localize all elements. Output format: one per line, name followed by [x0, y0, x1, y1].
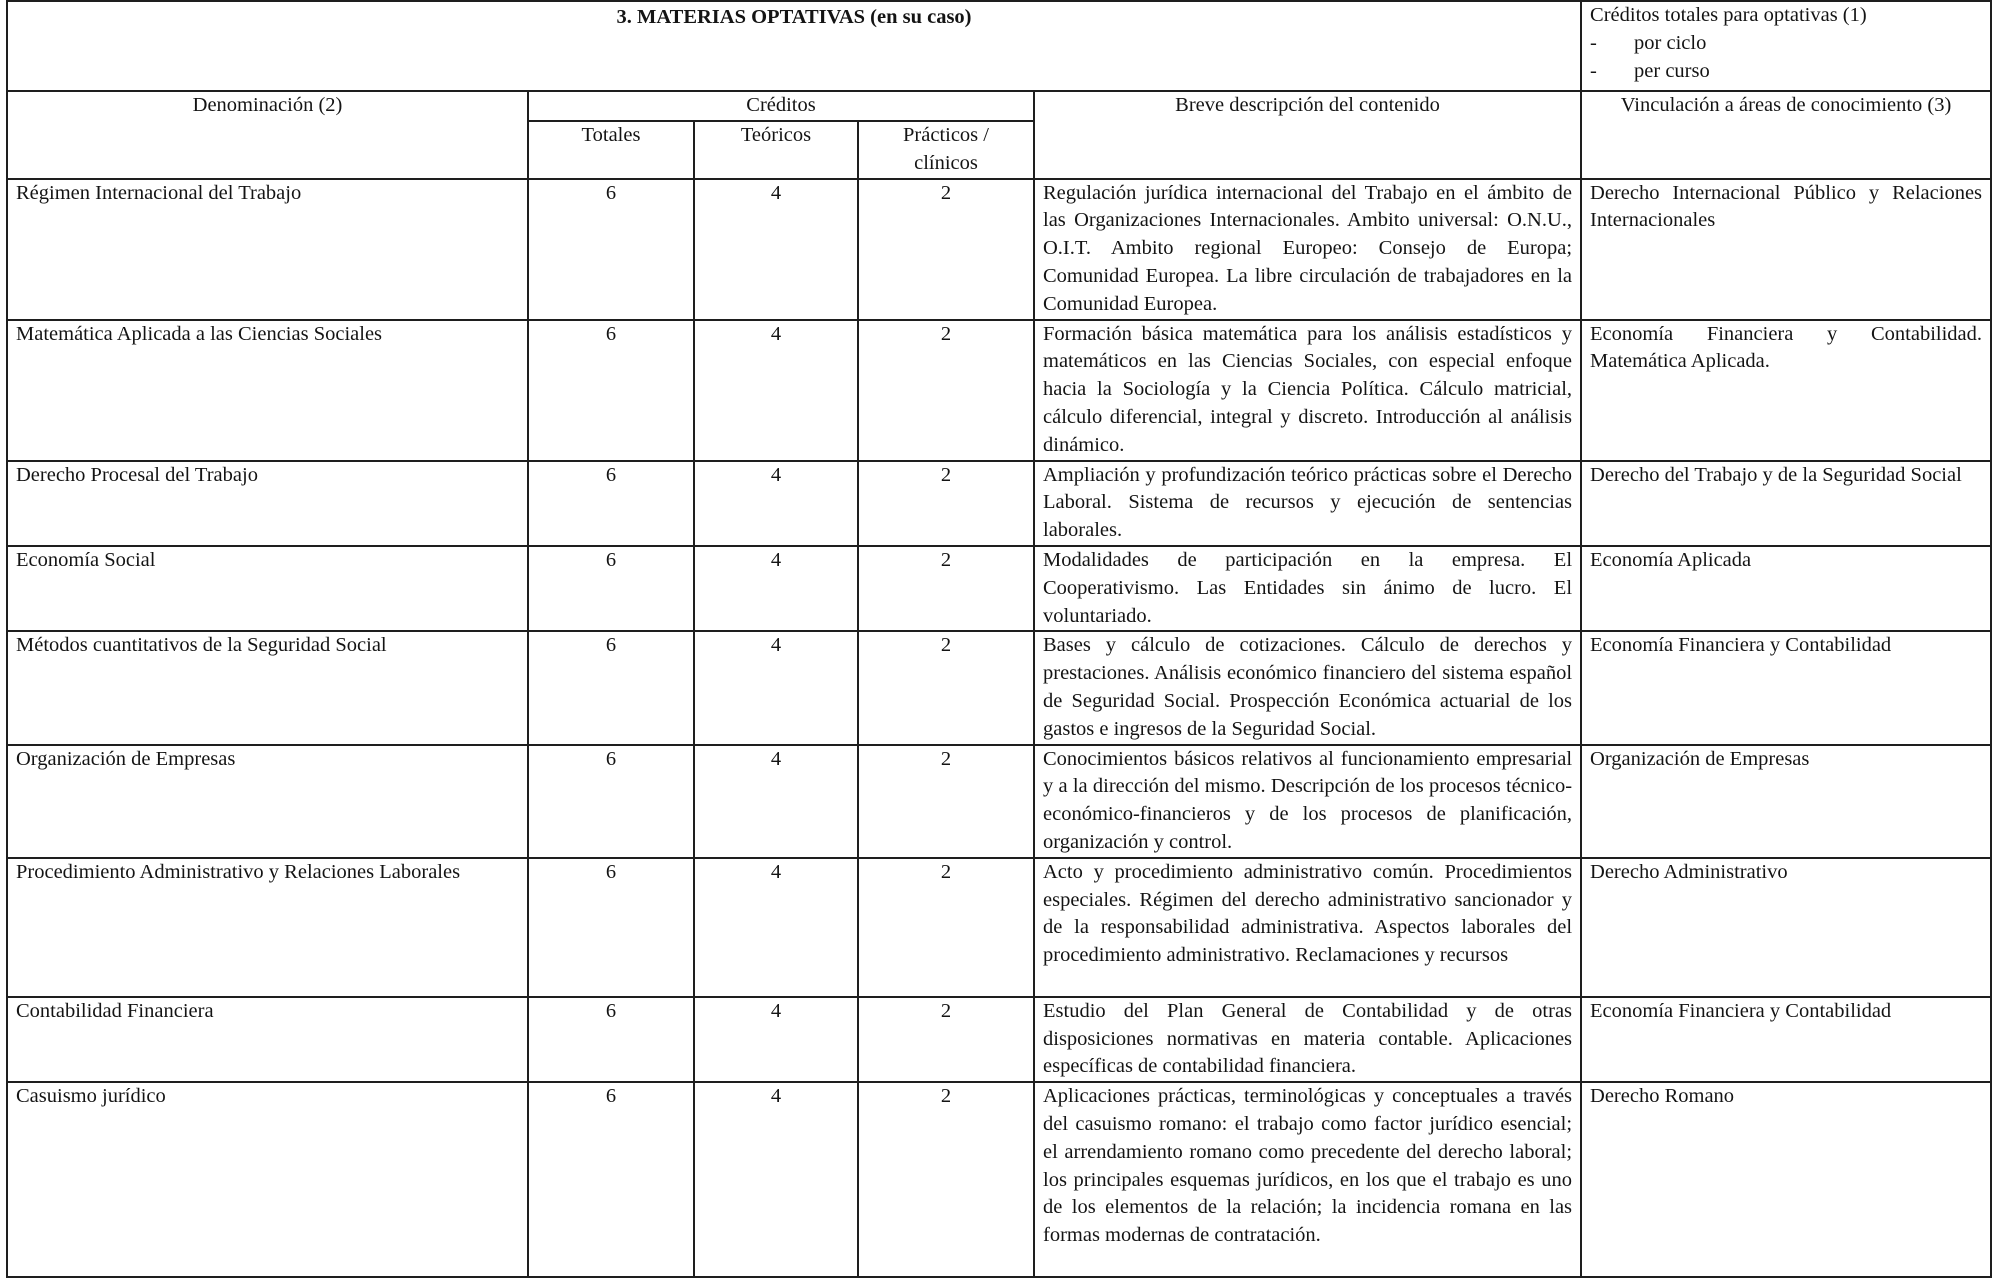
header-vinculacion: Vinculación a áreas de conocimiento (3): [1581, 91, 1991, 179]
credits-total-item: - per curso: [1590, 59, 1710, 82]
subject-description: Estudio del Plan General de Contabilidad y de otras disposiciones normativas en materia contable. Aplicaciones específicas de contabilidad financiera.: [1034, 997, 1581, 1082]
header-teoricos: Teóricos: [694, 121, 858, 179]
subject-description: Aplicaciones prácticas, terminológicas y conceptuales a través del casuismo romano: el trabajo como factor jurídico esencial; el arrendamiento romano como precedente del derecho laboral; los principales esquemas jurídicos, en los que el trabajo es uno de los elementos de la relación; la incidencia romana en las formas modernas de contratación.: [1034, 1082, 1581, 1277]
credits-totales: 6: [528, 461, 694, 546]
credits-practicos: 2: [858, 1082, 1034, 1277]
subject-description: Acto y procedimiento administrativo común. Procedimientos especiales. Régimen del derecho administrativo sancionador y de la responsabilidad administrativa. Aspectos laborales del procedimiento administrativo. Reclamaciones y recursos: [1034, 858, 1581, 997]
table-row: [7, 320, 1991, 461]
credits-totales: 6: [528, 179, 694, 320]
credits-teoricos: 4: [694, 461, 858, 546]
subject-name: Matemática Aplicada a las Ciencias Sociales: [7, 320, 528, 461]
credits-teoricos: 4: [694, 858, 858, 997]
section-title: 3. MATERIAS OPTATIVAS (en su caso): [7, 1, 1581, 91]
credits-practicos: 2: [858, 179, 1034, 320]
subject-name: Economía Social: [7, 546, 528, 631]
credits-practicos: 2: [858, 461, 1034, 546]
knowledge-area: Derecho Romano: [1581, 1082, 1991, 1277]
credits-totales: 6: [528, 858, 694, 997]
subject-name: Casuismo jurídico: [7, 1082, 528, 1277]
subject-name: Métodos cuantitativos de la Seguridad Social: [7, 631, 528, 744]
subject-description: Regulación jurídica internacional del Trabajo en el ámbito de las Organizaciones Internacionales. Ambito universal: O.N.U., O.I.T. Ambito regional Europeo: Consejo de Europa; Comunidad Europea. La libre circulación de trabajadores en la Comunidad Europea.: [1034, 179, 1581, 320]
credits-teoricos: 4: [694, 320, 858, 461]
credits-totales: 6: [528, 1082, 694, 1277]
table-row: [7, 745, 1991, 858]
credits-totales: 6: [528, 745, 694, 858]
credits-totales: 6: [528, 631, 694, 744]
subject-description: Modalidades de participación en la empresa. El Cooperativismo. Las Entidades sin ánimo de lucro. El voluntariado.: [1034, 546, 1581, 631]
credits-practicos: 2: [858, 320, 1034, 461]
credits-practicos: 2: [858, 745, 1034, 858]
subject-description: Bases y cálculo de cotizaciones. Cálculo de derechos y prestaciones. Análisis económico financiero del sistema español de Seguridad Social. Prospección Económica actuarial de los gastos e ingresos de la Seguridad Social.: [1034, 631, 1581, 744]
credits-total-box: [1581, 1, 1991, 91]
credits-teoricos: 4: [694, 546, 858, 631]
table-row: [7, 461, 1991, 546]
optional-subjects-table-page: [6, 0, 1990, 1266]
credits-totales: 6: [528, 546, 694, 631]
header-creditos: Créditos: [528, 91, 1034, 121]
knowledge-area: Economía Financiera y Contabilidad. Matemática Aplicada.: [1581, 320, 1991, 461]
credits-practicos: 2: [858, 997, 1034, 1082]
subject-name: Organización de Empresas: [7, 745, 528, 858]
subject-name: Procedimiento Administrativo y Relaciones Laborales: [7, 858, 528, 997]
subject-description: Conocimientos básicos relativos al funcionamiento empresarial y a la dirección del mismo. Descripción de los procesos técnico-económico-financieros y de los procesos de planificación, organización y control.: [1034, 745, 1581, 858]
subject-name: Contabilidad Financiera: [7, 997, 528, 1082]
knowledge-area: Derecho Internacional Público y Relaciones Internacionales: [1581, 179, 1991, 320]
table-row: [7, 858, 1991, 997]
title-row: [7, 1, 1991, 91]
credits-totales: 6: [528, 997, 694, 1082]
credits-teoricos: 4: [694, 1082, 858, 1277]
optional-subjects-table: [6, 0, 1992, 1278]
subject-name: Derecho Procesal del Trabajo: [7, 461, 528, 546]
table-row: [7, 546, 1991, 631]
header-descripcion: Breve descripción del contenido: [1034, 91, 1581, 179]
knowledge-area: Derecho Administrativo: [1581, 858, 1991, 997]
credits-practicos: 2: [858, 546, 1034, 631]
header-denominacion: Denominación (2): [7, 91, 528, 179]
header-practicos: Prácticos / clínicos: [858, 121, 1034, 179]
credits-practicos: 2: [858, 858, 1034, 997]
credits-teoricos: 4: [694, 179, 858, 320]
header-row: [7, 91, 1991, 121]
subject-name: Régimen Internacional del Trabajo: [7, 179, 528, 320]
table-row: [7, 997, 1991, 1082]
knowledge-area: Economía Financiera y Contabilidad: [1581, 631, 1991, 744]
table-row: [7, 1082, 1991, 1277]
knowledge-area: Economía Financiera y Contabilidad: [1581, 997, 1991, 1082]
credits-teoricos: 4: [694, 745, 858, 858]
credits-totales: 6: [528, 320, 694, 461]
knowledge-area: Derecho del Trabajo y de la Seguridad Social: [1581, 461, 1991, 546]
credits-total-item: - por ciclo: [1590, 31, 1707, 54]
credits-teoricos: 4: [694, 997, 858, 1082]
credits-teoricos: 4: [694, 631, 858, 744]
knowledge-area: Economía Aplicada: [1581, 546, 1991, 631]
table-row: [7, 179, 1991, 320]
credits-total-title: Créditos totales para optativas (1): [1590, 4, 1867, 26]
knowledge-area: Organización de Empresas: [1581, 745, 1991, 858]
header-totales: Totales: [528, 121, 694, 179]
credits-practicos: 2: [858, 631, 1034, 744]
subject-description: Ampliación y profundización teórico prácticas sobre el Derecho Laboral. Sistema de recursos y ejecución de sentencias laborales.: [1034, 461, 1581, 546]
table-row: [7, 631, 1991, 744]
subject-description: Formación básica matemática para los análisis estadísticos y matemáticos en las Ciencias Sociales, con especial enfoque hacia la Sociología y la Ciencia Política. Cálculo matricial, cálculo diferencial, integral y discreto. Introducción al análisis dinámico.: [1034, 320, 1581, 461]
